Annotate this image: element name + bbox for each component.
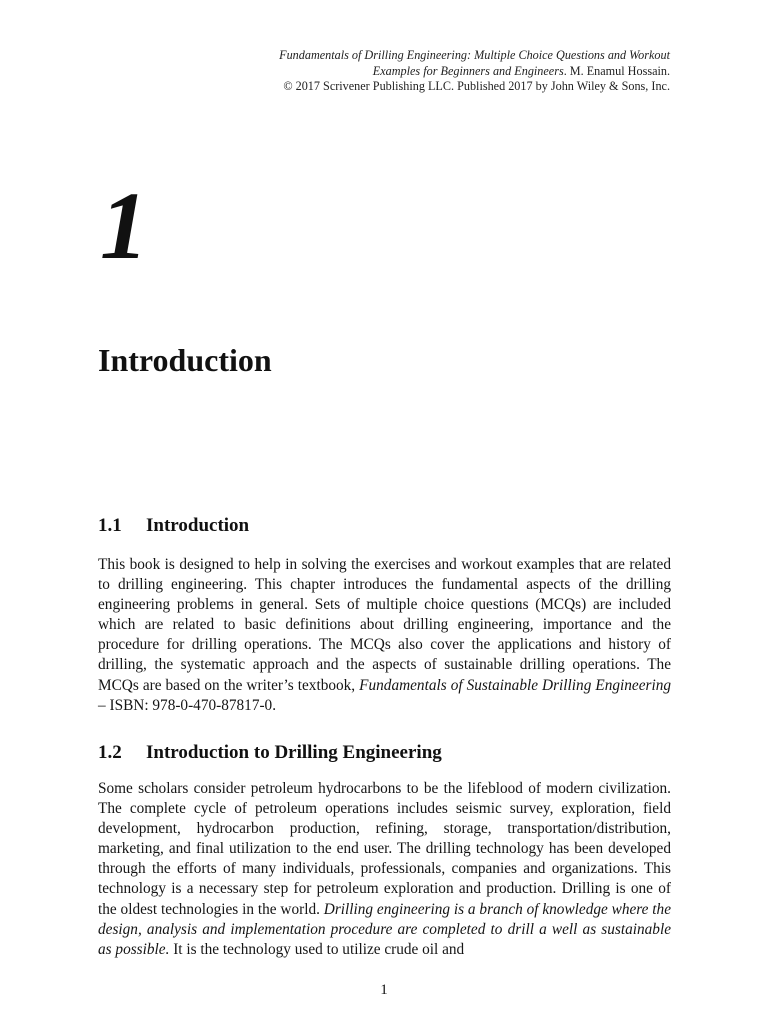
chapter-number: 1 — [100, 172, 148, 279]
section-heading-1-1: 1.1 Introduction — [98, 515, 250, 536]
section-heading-1-2: 1.2 Introduction to Drilling Engineering — [98, 742, 442, 763]
header-line-3: © 2017 Scrivener Publishing LLC. Published 2017 by John Wiley & Sons, Inc. — [283, 79, 670, 93]
running-header — [110, 48, 670, 95]
chapter-title: Introduction — [98, 342, 272, 378]
header-line-1: Fundamentals of Drilling Engineering: Multiple Choice Questions and Workout — [279, 48, 670, 62]
section-1-1-paragraph: This book is designed to help in solving the exercises and workout examples that are related to drilling engineering. This chapter introduces the fundamental aspects of the drilling engineering problems in general. Sets of multiple choice questions (MCQs) are included which are related to basic definitions about drilling engineering, importance and the procedure for drilling operations. The MCQs also cover the applications and history of drilling, the systematic approach and the aspects of sustainable drilling operations. The MCQs are based on the writer’s textbook, Fundamentals of Sustainable Drilling Engineering – ISBN: 978-0-470-87817-0. — [98, 556, 671, 714]
section-1-2-paragraph: Some scholars consider petroleum hydrocarbons to be the lifeblood of modern civilization. The complete cycle of petroleum operations includes seismic survey, exploration, field development, hydrocarbon production, refining, storage, transportation/distribution, marketing, and final utilization to the end user. The drilling technology has been developed through the efforts of many individuals, professionals, companies and organizations. This technology is a necessary step for petroleum exploration and production. Drilling is one of the oldest technologies in the world. Drilling engineering is a branch of knowledge where the design, analysis and implementation procedure are completed to drill a well as sustainable as possible. It is the technology used to utilize crude oil and — [98, 780, 671, 958]
header-line-2: Examples for Beginners and Engineers. M. Enamul Hossain. — [372, 63, 670, 78]
page-number: 1 — [380, 982, 388, 998]
